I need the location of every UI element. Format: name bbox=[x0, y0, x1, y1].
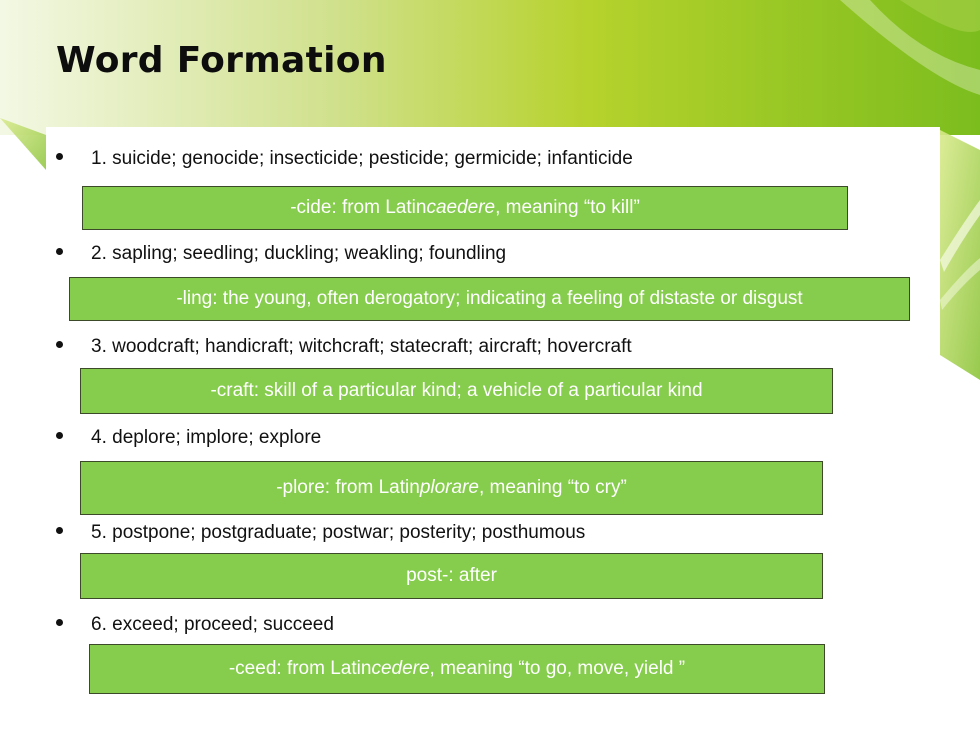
definition-box: -plore: from Latin plorare , meaning “to cry” bbox=[80, 461, 823, 515]
bullet-icon bbox=[56, 153, 63, 160]
list-item bbox=[56, 148, 633, 170]
slide-title: Word Formation bbox=[56, 40, 387, 81]
list-item bbox=[56, 243, 506, 265]
definition-box: -ling: the young, often derogatory; indicating a feeling of distaste or disgust bbox=[69, 277, 910, 321]
bullet-icon bbox=[56, 619, 63, 626]
list-item bbox=[56, 336, 632, 358]
word-list: 1. suicide; genocide; insecticide; pesticide; germicide; infanticide bbox=[91, 148, 633, 169]
word-list: 5. postpone; postgraduate; postwar; posterity; posthumous bbox=[91, 522, 586, 543]
bullet-icon bbox=[56, 248, 63, 255]
word-list: 6. exceed; proceed; succeed bbox=[91, 614, 334, 635]
list-item bbox=[56, 427, 321, 449]
bullet-icon bbox=[56, 527, 63, 534]
bullet-icon bbox=[56, 341, 63, 348]
list-item bbox=[56, 614, 334, 636]
definition-box: post-: after bbox=[80, 553, 823, 599]
word-list: 4. deplore; implore; explore bbox=[91, 427, 322, 448]
list-item bbox=[56, 522, 585, 544]
definition-box: -cide: from Latin caedere , meaning “to kill” bbox=[82, 186, 848, 230]
definition-box: -craft: skill of a particular kind; a vehicle of a particular kind bbox=[80, 368, 833, 414]
word-list: 3. woodcraft; handicraft; witchcraft; statecraft; aircraft; hovercraft bbox=[91, 336, 632, 357]
word-list: 2. sapling; seedling; duckling; weakling; foundling bbox=[91, 243, 507, 264]
bullet-icon bbox=[56, 432, 63, 439]
definition-box: -ceed: from Latin cedere , meaning “to go, move, yield ” bbox=[89, 644, 825, 694]
